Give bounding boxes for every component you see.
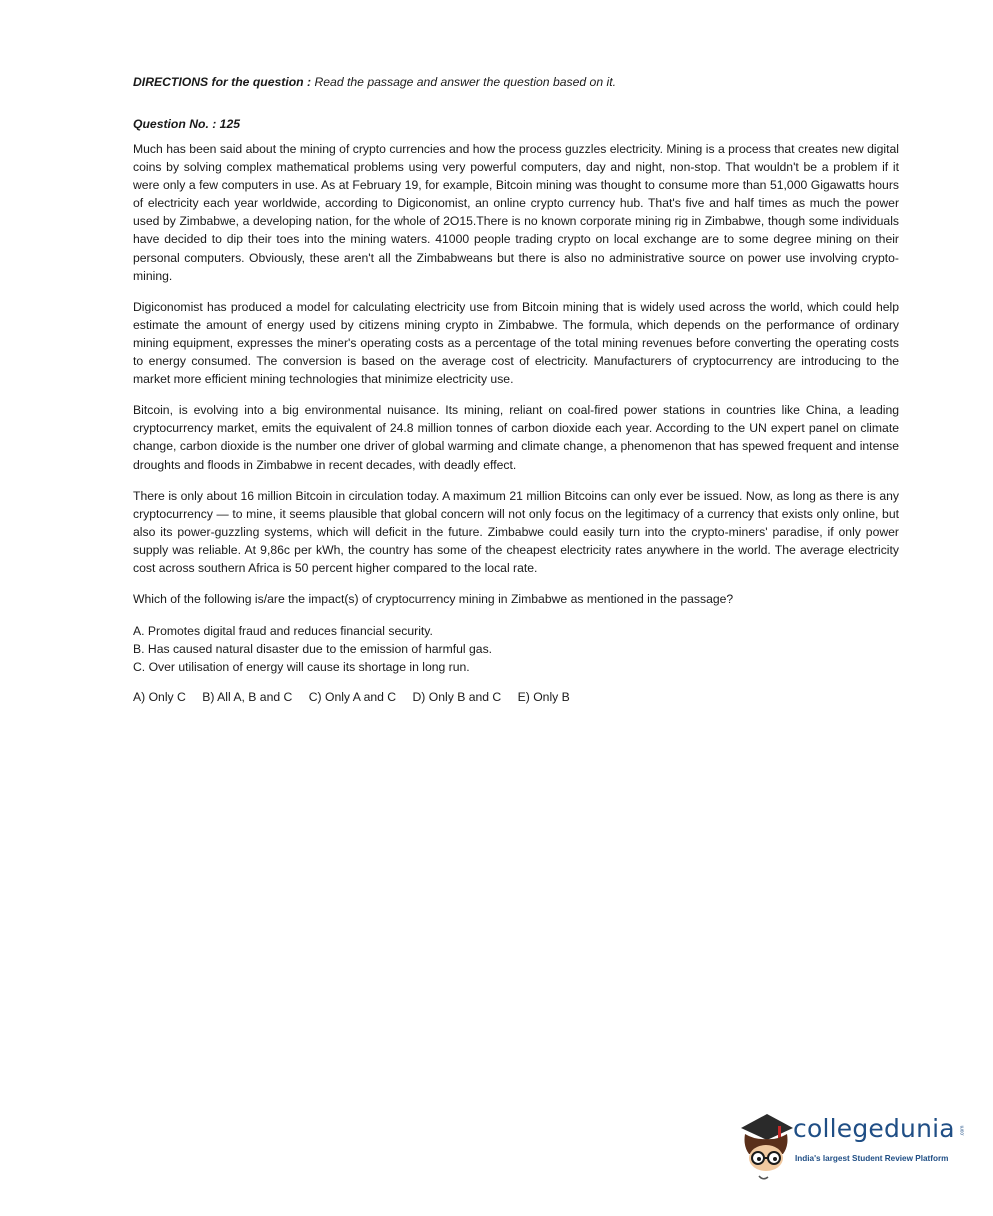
directions: [133, 74, 899, 90]
directions-lead: DIRECTIONS for the question :: [133, 75, 312, 89]
question-page: [133, 74, 899, 706]
option-a: A) Only C: [133, 690, 186, 705]
question-text: Which of the following is/are the impact(s) of cryptocurrency mining in Zimbabwe as mentioned in the passage?: [133, 592, 734, 607]
passage-paragraph-2: Digiconomist has produced a model for calculating electricity use from Bitcoin mining that is widely used across the world, which could help estimate the amount of energy used by citizens mining crypto in Zimbabwe. The formula, which depends on the performance of ordinary mining equipment, expresses the miner's operating costs as a percentage of the total mining revenues before converting the operating costs to energy consumed. The conversion is based on the average cost of electricity. Manufacturers of cryptocurrency are introducing to the market more efficient mining technologies that minimize electricity use.: [133, 299, 899, 387]
option-d: D) Only B and C: [412, 690, 502, 705]
option-e: E) Only B: [517, 690, 570, 705]
statement-c: C. Over utilisation of energy will cause its shortage in long run.: [133, 660, 470, 675]
statement-list: [133, 622, 899, 676]
collegedunia-logo: [737, 1106, 967, 1186]
option-c: C) Only A and C: [308, 690, 397, 705]
logo-suffix: .com: [959, 1125, 966, 1137]
statement-a: A. Promotes digital fraud and reduces financial security.: [133, 624, 433, 639]
passage-paragraph-3: Bitcoin, is evolving into a big environmental nuisance. Its mining, reliant on coal-fired power stations in countries like China, a leading cryptocurrency market, emits the equivalent of 24.8 million tonnes of carbon dioxide each year. According to the UN expert panel on climate change, carbon dioxide is the number one driver of global warming and climate change, a phenomenon that has spewed frequent and intense droughts and floods in Zimbabwe in recent decades, with deadly effect.: [133, 403, 899, 472]
statement-b: B. Has caused natural disaster due to the emission of harmful gas.: [133, 642, 493, 657]
logo-tagline: India's largest Student Review Platform: [795, 1154, 949, 1163]
directions-text: Read the passage and answer the question based on it.: [314, 75, 616, 89]
answer-options: [133, 688, 899, 706]
question-number: Question No. : 125: [133, 117, 240, 131]
passage-paragraph-4: There is only about 16 million Bitcoin in circulation today. A maximum 21 million Bitcoins can only ever be issued. Now, as long as there is any cryptocurrency — to mine, it seems plausible that global concern will not only focus on the legitimacy of a currency that exists only online, but also its power-guzzling systems, which will deficit in the future. Zimbabwe could easily turn into the crypto-miners' paradise, if only power supply was reliable. At 9,86c per kWh, the country has some of the cheapest electricity rates anywhere in the world. The average electricity cost across southern Africa is 50 percent higher compared to the local rate.: [133, 488, 899, 575]
option-b: B) All A, B and C: [202, 690, 293, 705]
logo-wordmark: collegedunia: [793, 1114, 955, 1143]
passage-paragraph-1: Much has been said about the mining of crypto currencies and how the process guzzles electricity. Mining is a process that creates new digital coins by solving complex mathematical problems using very powerful computers, day and night, non-stop. That wouldn't be a problem if it were only a few computers in use. As at February 19, for example, Bitcoin mining was thought to consume more than 51,000 Gigawatts hours of electricity each year worldwide, according to Digiconomist, an online crypto currency hub. That's five and half times as much the power used by Zimbabwe, a developing nation, for the whole of 2O15.There is no known corporate mining rig in Zimbabwe, though some individuals have decided to dip their toes into the mining waters. 41000 people trading crypto on local exchange are to some degree mining on their personal computers. Obviously, these aren't all the Zimbabweans but there is also no administrative source on power use involving crypto-mining.: [133, 142, 899, 283]
student-mascot-icon: [737, 1106, 795, 1184]
